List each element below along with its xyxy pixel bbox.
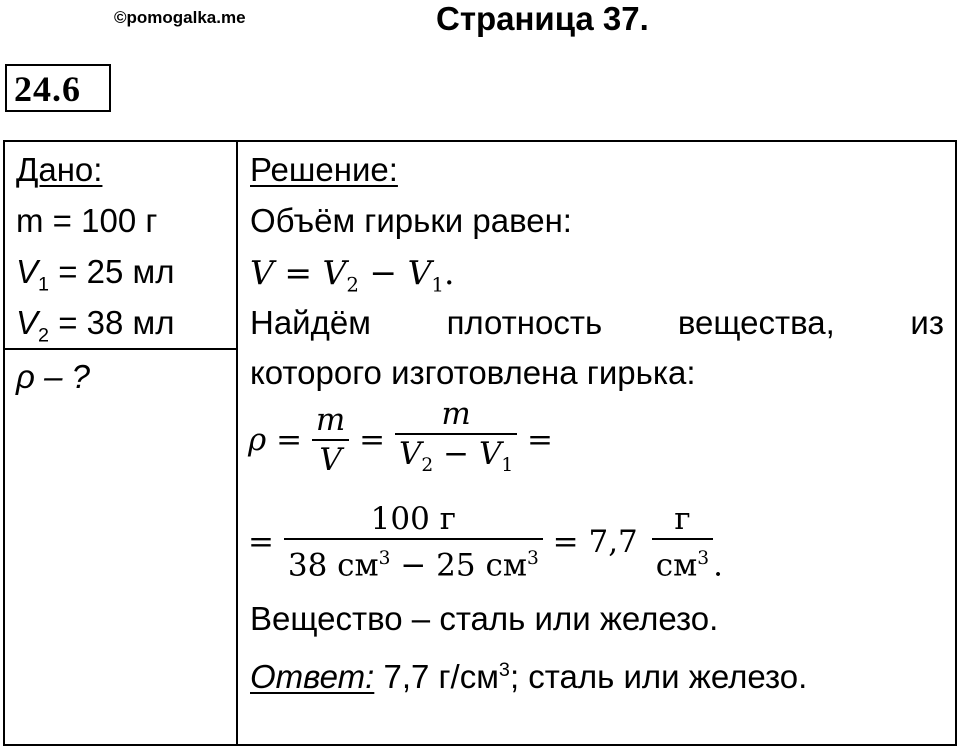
answer-label: Ответ: (250, 658, 375, 695)
unit-numerator: г (674, 501, 691, 537)
formula-rho: ρ (248, 422, 267, 459)
given-volume-2 (16, 303, 174, 356)
calc-end: . (713, 547, 723, 584)
fraction-1-denominator: V (312, 439, 349, 479)
v2-symbol: V (16, 304, 39, 341)
formula-calculation (248, 500, 723, 584)
formula-v2: V (322, 253, 347, 292)
given-volume-1 (16, 252, 174, 305)
calc-lead-eq: = (248, 524, 284, 561)
calc-den-a-sup: 3 (378, 548, 391, 569)
formula-rho-trailing-eq: = (517, 422, 554, 459)
formula-rho-eq: = (266, 422, 312, 459)
mass-equals: = (43, 202, 82, 239)
den-v2-sub: 2 (421, 455, 434, 477)
formula-v1: V (407, 253, 432, 292)
calc-den-b: 25 см (436, 547, 527, 584)
fraction-m-over-v (312, 401, 349, 479)
formula-volume (250, 253, 455, 306)
calc-den-minus: − (390, 547, 437, 584)
unit-den-text: см (655, 547, 698, 584)
solution-line-3: которого изготовлена гирька: (250, 354, 696, 391)
calc-numerator: 100 г (370, 501, 456, 537)
line2-word-1: Найдём (250, 304, 371, 341)
line2-word-2: плотность (446, 304, 603, 341)
v1-subscript: 1 (38, 273, 50, 296)
calc-den-a: 38 см (287, 547, 379, 584)
unit-denominator (652, 538, 713, 584)
den-minus: − (433, 436, 479, 472)
column-divider (236, 140, 238, 746)
problem-number: 24.6 (5, 64, 111, 112)
answer-line (250, 650, 807, 697)
fraction-m-over-diff (395, 395, 517, 485)
conclusion: Вещество – сталь или железо. (250, 600, 719, 637)
formula-minus: − (358, 253, 408, 292)
given-mass (16, 201, 157, 241)
calc-denominator (284, 538, 543, 584)
formula-v2-sub: 2 (346, 273, 359, 297)
solution-line-1: Объём гирьки равен: (250, 202, 572, 239)
formula-density (248, 395, 553, 485)
fraction-calc (284, 500, 543, 584)
formula-v: V (250, 253, 274, 292)
fraction-1-numerator: m (315, 402, 346, 439)
mass-value: 100 г (81, 202, 158, 239)
calc-den-b-sup: 3 (526, 548, 539, 569)
answer-rest: ; сталь или железо. (509, 658, 808, 695)
solution-line-2 (250, 303, 944, 343)
fraction-unit (652, 500, 713, 584)
formula-v-end: . (444, 253, 455, 292)
den-v2: V (399, 436, 422, 472)
answer-sup: 3 (498, 659, 510, 681)
find-density: ρ – ? (16, 358, 90, 395)
v2-value: 38 мл (86, 304, 175, 341)
mass-symbol: m (16, 202, 44, 239)
formula-v-eq: = (273, 253, 323, 292)
v1-value: 25 мл (86, 253, 175, 290)
v2-subscript: 2 (38, 324, 50, 347)
answer-value: 7,7 г/см (374, 658, 499, 695)
v1-symbol: V (16, 253, 39, 290)
watermark: ©pomogalka.me (114, 8, 246, 27)
formula-v1-sub: 1 (431, 273, 444, 297)
solution-label: Решение: (250, 151, 398, 188)
page-title: Страница 37. (436, 0, 649, 37)
v2-equals: = (49, 304, 87, 341)
formula-rho-eq-2: = (349, 422, 396, 459)
given-label: Дано: (16, 151, 103, 188)
line2-word-3: вещества, (677, 304, 835, 341)
calc-result: 7,7 (588, 524, 638, 561)
fraction-2-numerator: m (441, 396, 471, 432)
den-v1-sub: 1 (501, 455, 514, 477)
unit-den-sup: 3 (697, 548, 710, 569)
fraction-2-denominator (395, 433, 517, 485)
calc-eq: = (542, 524, 589, 561)
v1-equals: = (49, 253, 87, 290)
line2-word-4: из (910, 304, 944, 341)
den-v1: V (478, 436, 502, 472)
